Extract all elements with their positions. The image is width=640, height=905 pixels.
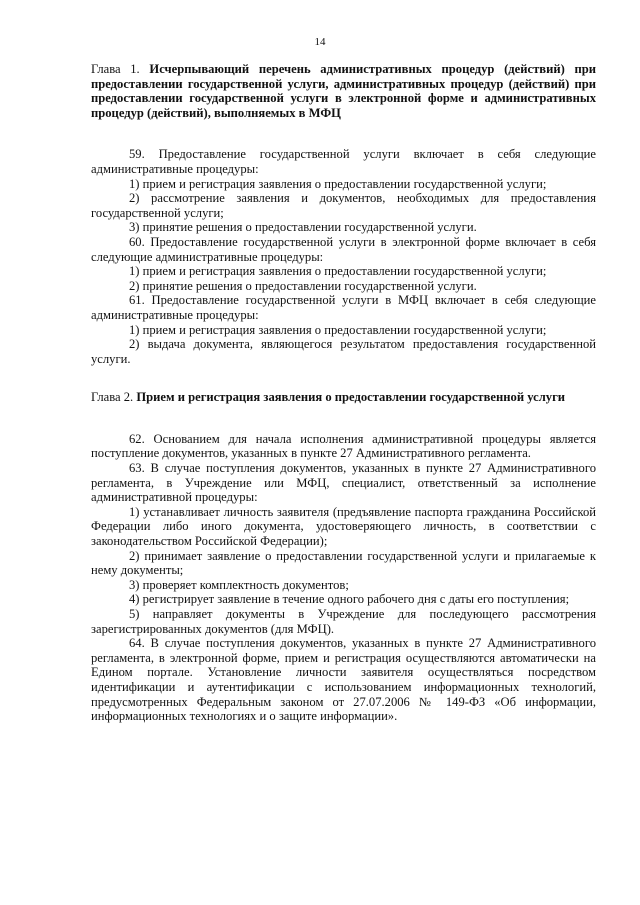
list-item: 2) принятие решения о предоставлении государственной услуги. xyxy=(129,278,477,293)
list-item: 1) устанавливает личность заявителя (предъявление паспорта гражданина Российской Федерации либо иного документа, удостоверяющего личность, в соответствии с законодательством Российской Федерации); xyxy=(91,504,596,549)
list-item: 4) регистрирует заявление в течение одного рабочего дня с даты его поступления; xyxy=(129,592,570,607)
list-item: 2) рассмотрение заявления и документов, необходимых для предоставления государственной услуги; xyxy=(91,191,596,220)
page-content xyxy=(91,62,596,724)
chapter-2-title: Прием и регистрация заявления о предоставлении государственной услуги xyxy=(136,390,566,405)
list-item: 3) принятие решения о предоставлении государственной услуги. xyxy=(129,220,477,235)
spacer xyxy=(91,366,596,390)
paragraph-59: 59. Предоставление государственной услуги включает в себя следующие административные процедуры: xyxy=(91,147,596,176)
list-item: 2) выдача документа, являющегося результатом предоставления государственной услуги. xyxy=(91,337,596,366)
paragraph-61: 61. Предоставление государственной услуги в МФЦ включает в себя следующие административные процедуры: xyxy=(91,293,596,322)
chapter-1-prefix: Глава 1. xyxy=(91,62,140,76)
spacer xyxy=(91,405,596,432)
chapter-1-title: Исчерпывающий перечень административных процедур (действий) при предоставлении государственной услуги, административных процедур (действий) при предоставлении государственной услуги в электронной форме и административных процедур (действий), выполняемых в МФЦ xyxy=(91,62,597,120)
list-item: 1) прием и регистрация заявления о предоставлении государственной услуги; xyxy=(129,264,547,279)
spacer xyxy=(91,120,596,147)
paragraph-60: 60. Предоставление государственной услуги в электронной форме включает в себя следующие административные процедуры: xyxy=(91,234,596,264)
list-item: 1) прием и регистрация заявления о предоставлении государственной услуги; xyxy=(129,322,547,337)
list-item: 2) принимает заявление о предоставлении государственной услуги и прилагаемые к нему документы; xyxy=(91,548,596,578)
list-item: 5) направляет документы в Учреждение для последующего рассмотрения зарегистрированных документов (для МФЦ). xyxy=(91,607,596,636)
paragraph-62: 62. Основанием для начала исполнения административной процедуры является поступление документов, указанных в пункте 27 Административного регламента. xyxy=(91,431,596,461)
chapter-2-body xyxy=(91,432,596,724)
list-item: 1) прием и регистрация заявления о предоставлении государственной услуги; xyxy=(129,176,547,191)
paragraph-63: 63. В случае поступления документов, указанных в пункте 27 Административного регламента, в Учреждение или МФЦ, специалист, ответственный за исполнение административной процедуры: xyxy=(91,461,596,505)
list-item: 3) проверяет комплектность документов; xyxy=(129,577,349,592)
chapter-1-body xyxy=(91,147,596,366)
paragraph-64: 64. В случае поступления документов, указанных в пункте 27 Административного регламента, в электронной форме, прием и регистрация осуществляются автоматически на Едином портале. Установление личности заявителя осуществляться посредством идентификации и аутентификации с использованием информационных технологий, предусмотренных Федеральным законом от 27.07.2006 № 149-ФЗ «Об информации, информационных технологиях и о защите информации». xyxy=(91,636,596,724)
chapter-2-prefix: Глава 2. xyxy=(91,390,134,405)
chapter-1-heading xyxy=(91,62,596,120)
page-number: 14 xyxy=(314,36,326,48)
chapter-2-heading xyxy=(91,390,596,405)
